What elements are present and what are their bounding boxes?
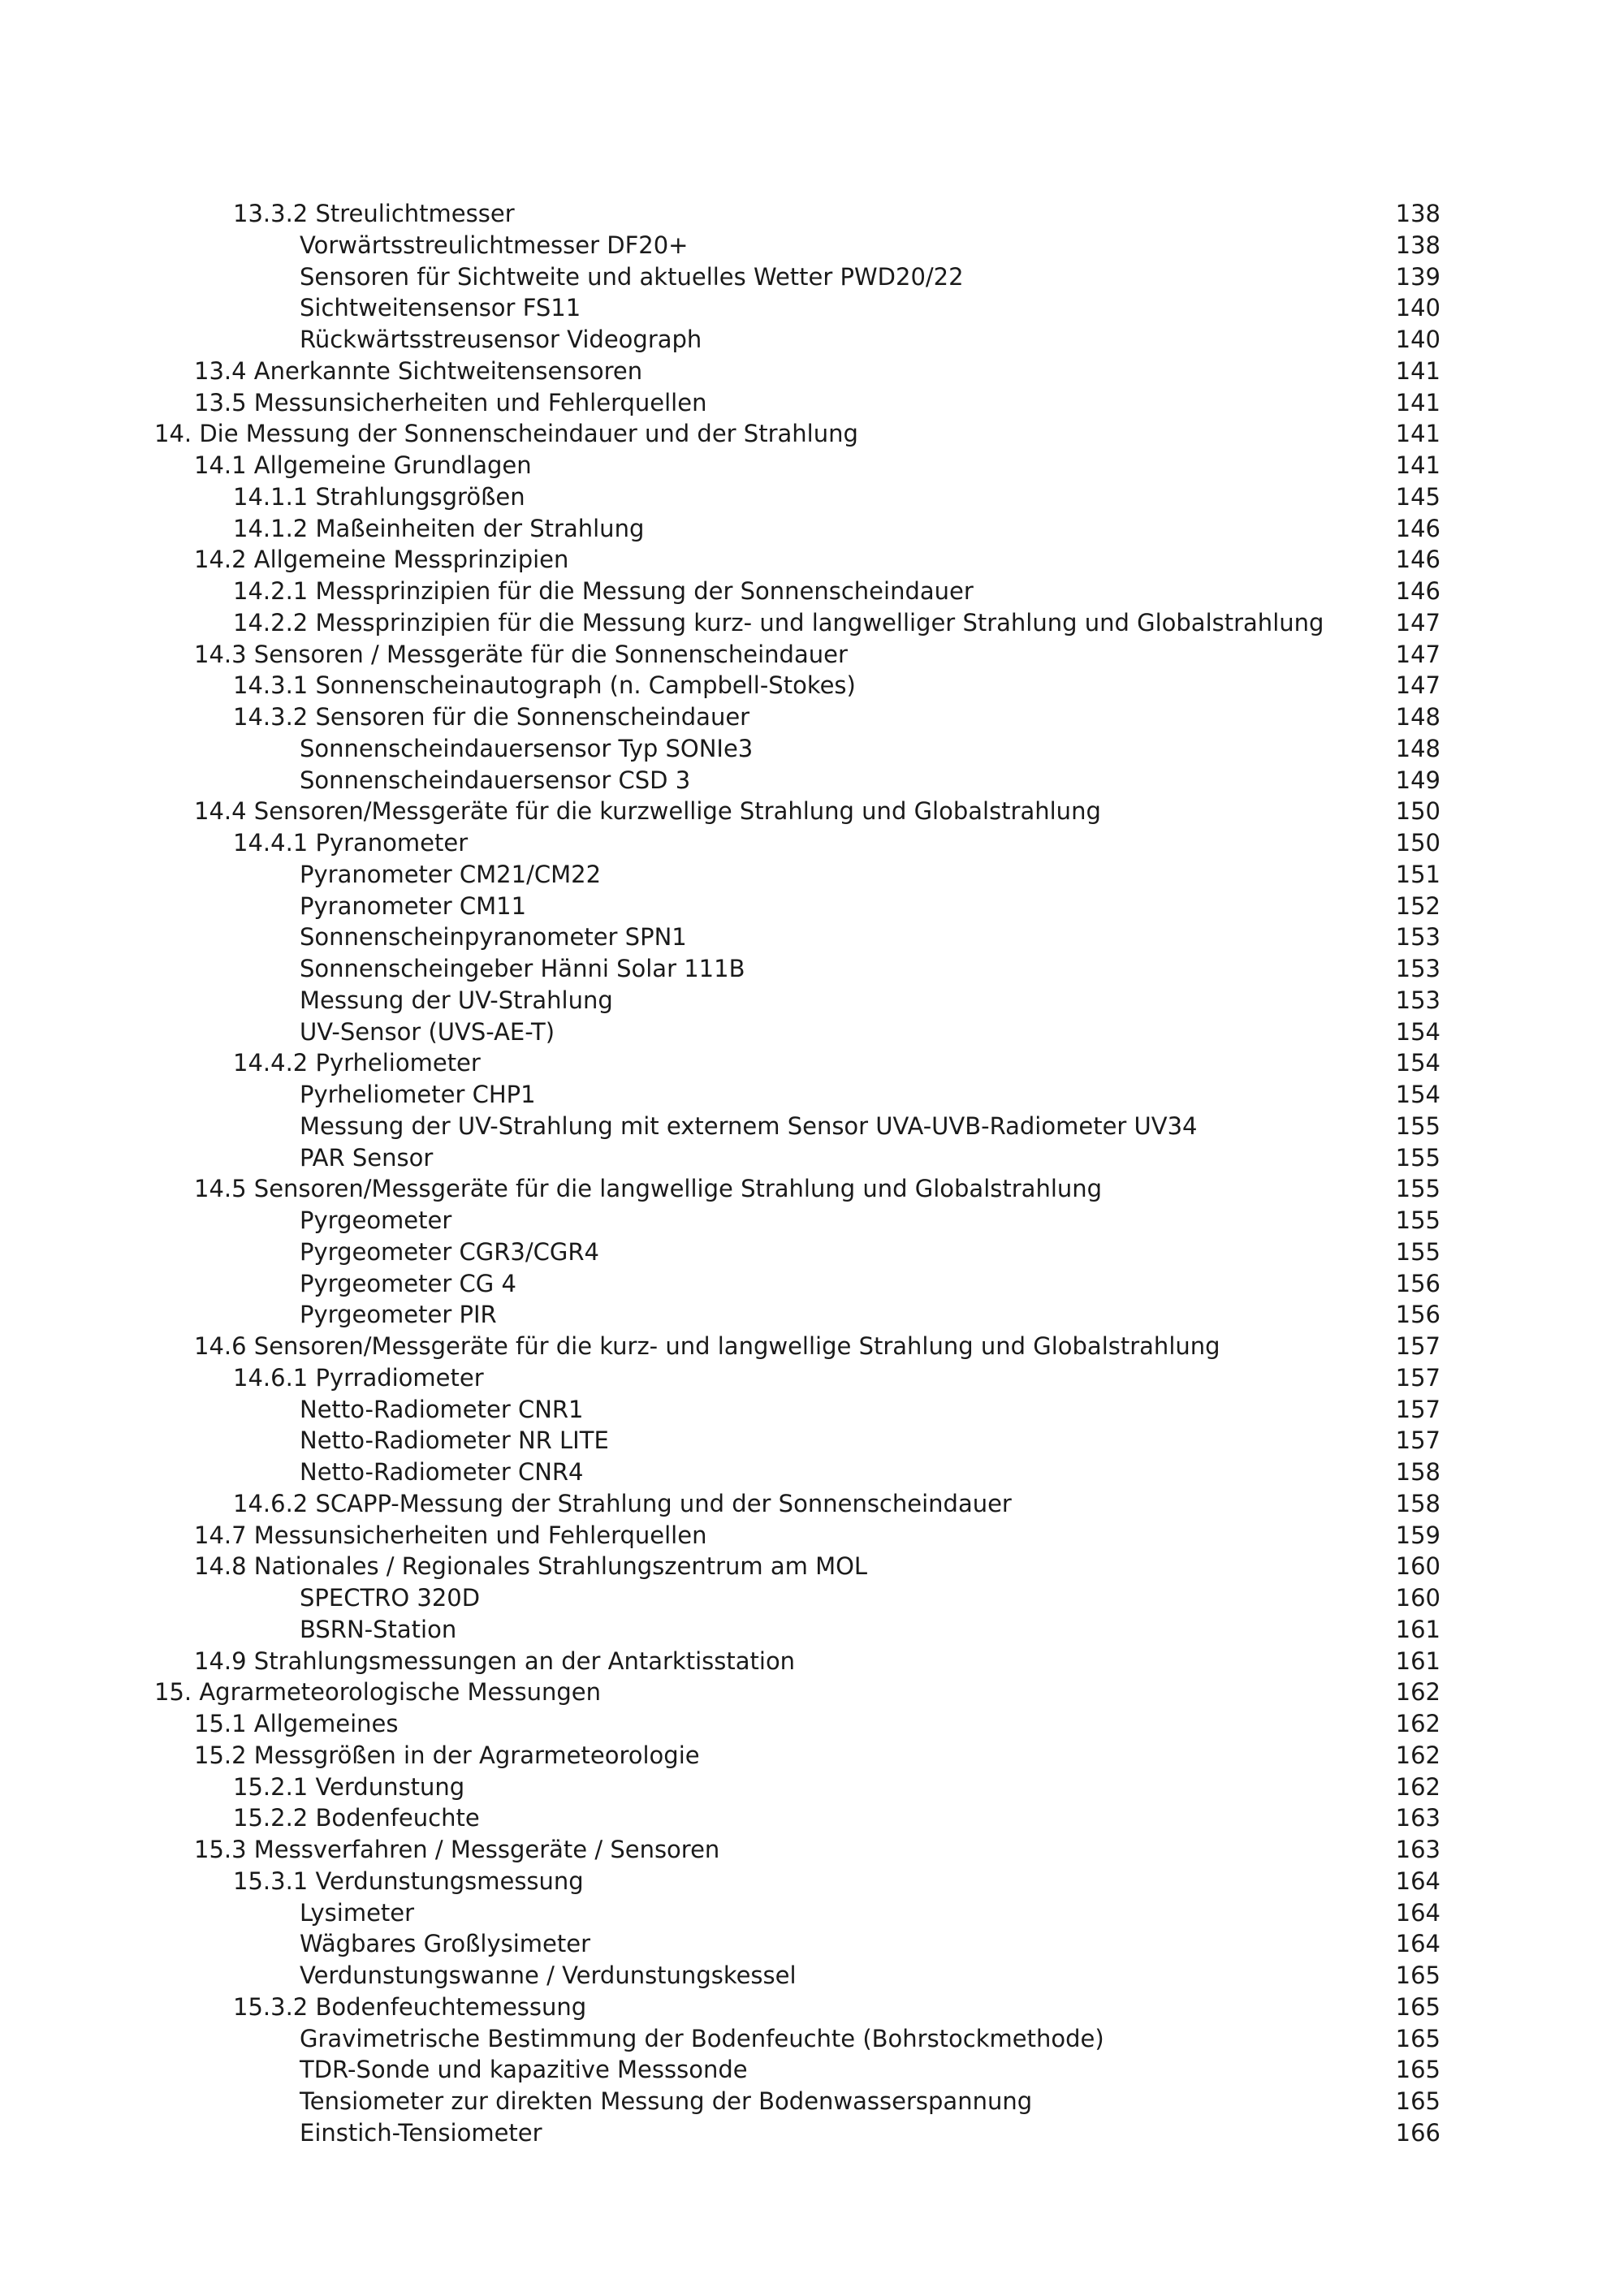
toc-entry [0,198,1624,230]
toc-entry-title: 15.2 Messgrößen in der Agrarmeteorologie [194,1741,700,1769]
toc-entry-title: UV-Sensor (UVS-AE-T) [300,1017,555,1046]
toc-page-number: 146 [1395,514,1440,542]
toc-page-number: 155 [1395,1237,1440,1266]
toc-page-number: 153 [1395,986,1440,1014]
toc-entry [0,670,1624,701]
toc-entry-title: Sonnenscheinpyranometer SPN1 [300,923,687,952]
toc-entry [0,2023,1624,2055]
toc-entry-title: Netto-Radiometer CNR1 [300,1395,584,1423]
toc-page-number: 161 [1395,1646,1440,1675]
toc-entry [0,859,1624,891]
toc-entry [0,1142,1624,1174]
toc-entry-title: 14. Die Messung der Sonnenscheindauer und der Strahlung [154,420,858,448]
toc-entry-title: 14.1.2 Maßeinheiten der Strahlung [233,514,645,542]
toc-entry-title: Pyranometer CM21/CM22 [300,860,602,888]
toc-entry [0,1520,1624,1552]
toc-entry-title: Sonnenscheindauersensor CSD 3 [300,766,691,794]
toc-page-number: 164 [1395,1930,1440,1958]
toc-entry [0,1992,1624,2023]
toc-entry-title: 13.4 Anerkannte Sichtweitensensoren [194,356,643,385]
toc-entry [0,1488,1624,1520]
toc-entry-title: 13.5 Messunsicherheiten und Fehlerquellen [194,388,707,416]
toc-entry-title: Pyranometer CM11 [300,891,527,920]
toc-page-number: 160 [1395,1584,1440,1612]
toc-entry [0,356,1624,387]
toc-page-number: 165 [1395,2087,1440,2115]
table-of-contents [0,198,1624,2149]
toc-entry [0,261,1624,293]
toc-entry-title: 14.3.2 Sensoren für die Sonnenscheindauer [233,703,750,731]
toc-entry [0,2086,1624,2117]
toc-entry [0,701,1624,733]
toc-entry [0,292,1624,324]
toc-page-number: 152 [1395,891,1440,920]
toc-page-number: 138 [1395,231,1440,259]
toc-page-number: 146 [1395,577,1440,605]
toc-entry [0,921,1624,953]
toc-entry-title: Messung der UV-Strahlung [300,986,613,1014]
toc-page-number: 165 [1395,2056,1440,2084]
toc-page-number: 147 [1395,640,1440,668]
toc-entry [0,891,1624,922]
toc-entry [0,418,1624,450]
toc-entry-title: 14.4.1 Pyranometer [233,829,469,857]
toc-page-number: 148 [1395,703,1440,731]
toc-entry-title: 14.6 Sensoren/Messgeräte für die kurz- und langwellige Strahlung und Globalstrahlung [194,1332,1220,1360]
toc-entry [0,1834,1624,1866]
toc-entry [0,1079,1624,1111]
toc-page-number: 150 [1395,797,1440,826]
toc-page-number: 162 [1395,1710,1440,1737]
toc-page-number: 147 [1395,671,1440,700]
toc-entry [0,1551,1624,1582]
toc-page-number: 157 [1395,1426,1440,1455]
toc-entry [0,450,1624,481]
toc-entry [0,1268,1624,1300]
toc-entry [0,387,1624,419]
toc-entry-title: 14.4 Sensoren/Messgeräte für die kurzwellige Strahlung und Globalstrahlung [194,797,1101,826]
toc-entry [0,1362,1624,1394]
toc-page-number: 162 [1395,1772,1440,1801]
toc-entry [0,576,1624,607]
toc-entry-title: 14.4.2 Pyrheliometer [233,1049,481,1077]
toc-entry-title: Pyrgeometer [300,1206,452,1234]
toc-entry-title: Sonnenscheindauersensor Typ SONIe3 [300,734,754,762]
toc-entry [0,324,1624,356]
toc-entry-title: Netto-Radiometer NR LITE [300,1426,609,1455]
toc-page-number: 153 [1395,923,1440,952]
toc-page-number: 163 [1395,1804,1440,1832]
toc-page-number: 141 [1395,420,1440,448]
toc-entry-title: Sonnenscheingeber Hänni Solar 111B [300,955,745,982]
toc-entry-title: SPECTRO 320D [300,1584,481,1612]
toc-entry [0,1960,1624,1992]
toc-entry-title: Einstich-Tensiometer [300,2118,542,2147]
toc-page-number: 157 [1395,1395,1440,1423]
toc-entry [0,1394,1624,1426]
toc-entry-title: Vorwärtsstreulichtmesser DF20+ [300,231,689,259]
toc-entry [0,1928,1624,1960]
toc-page-number: 147 [1395,608,1440,637]
toc-entry-title: 14.2.2 Messprinzipien für die Messung kurz- und langwelliger Strahlung und Globalstrahlung [233,608,1324,637]
toc-entry [0,1205,1624,1236]
toc-entry-title: BSRN-Station [300,1615,457,1643]
toc-entry-title: 14.3.1 Sonnenscheinautograph (n. Campbell-Stokes) [233,671,856,700]
toc-page-number: 150 [1395,829,1440,857]
toc-page-number: 155 [1395,1206,1440,1234]
toc-page-number: 154 [1395,1017,1440,1046]
toc-entry [0,1299,1624,1331]
toc-entry-title: Pyrgeometer CGR3/CGR4 [300,1237,599,1266]
toc-entry [0,481,1624,513]
toc-entry-title: 14.3 Sensoren / Messgeräte für die Sonnenscheindauer [194,640,848,668]
toc-page-number: 165 [1395,1992,1440,2021]
toc-page-number: 148 [1395,734,1440,762]
toc-page-number: 156 [1395,1269,1440,1297]
toc-entry-title: Tensiometer zur direkten Messung der Bodenwasserspannung [300,2087,1033,2115]
toc-page-number: 140 [1395,294,1440,322]
toc-entry [0,1457,1624,1488]
toc-page-number: 155 [1395,1143,1440,1172]
toc-entry [0,1866,1624,1897]
toc-entry-title: Lysimeter [300,1898,415,1927]
toc-entry [0,639,1624,671]
toc-entry-title: 14.2 Allgemeine Messprinzipien [194,546,569,574]
toc-page-number: 165 [1395,1962,1440,1989]
toc-page-number: 163 [1395,1836,1440,1863]
toc-page-number: 146 [1395,546,1440,574]
toc-entry-title: 14.1 Allgemeine Grundlagen [194,451,532,479]
toc-page-number: 151 [1395,860,1440,888]
toc-entry-title: Wägbares Großlysimeter [300,1930,591,1958]
toc-entry-title: TDR-Sonde und kapazitive Messsonde [300,2056,748,2084]
toc-page-number: 141 [1395,356,1440,385]
toc-entry-title: Sichtweitensensor FS11 [300,294,581,322]
toc-page-number: 153 [1395,955,1440,982]
toc-entry [0,1425,1624,1457]
toc-entry [0,796,1624,827]
toc-entry [0,953,1624,985]
toc-entry [0,827,1624,859]
toc-page-number: 159 [1395,1521,1440,1549]
toc-entry-title: 14.9 Strahlungsmessungen an der Antarktisstation [194,1646,796,1675]
toc-page-number: 160 [1395,1552,1440,1581]
toc-entry [0,1740,1624,1772]
toc-entry-title: Sensoren für Sichtweite und aktuelles Wetter PWD20/22 [300,262,964,291]
toc-entry [0,1582,1624,1614]
toc-entry-title: 14.8 Nationales / Regionales Strahlungszentrum am MOL [194,1552,868,1581]
toc-page-number: 145 [1395,482,1440,511]
toc-entry-title: Messung der UV-Strahlung mit externem Sensor UVA-UVB-Radiometer UV34 [300,1111,1198,1140]
toc-page-number: 157 [1395,1363,1440,1392]
toc-entry [0,1646,1624,1677]
toc-entry [0,1331,1624,1362]
toc-entry-title: 14.6.1 Pyrradiometer [233,1363,484,1392]
toc-page-number: 140 [1395,326,1440,353]
toc-page-number: 164 [1395,1898,1440,1927]
toc-page-number: 141 [1395,388,1440,416]
toc-page-number: 164 [1395,1867,1440,1895]
toc-entry [0,733,1624,765]
toc-entry-title: Verdunstungswanne / Verdunstungskessel [300,1962,797,1989]
toc-entry [0,1236,1624,1268]
toc-entry [0,544,1624,576]
toc-entry-title: 15. Agrarmeteorologische Messungen [154,1678,601,1707]
toc-entry [0,2054,1624,2086]
toc-entry-title: Pyrgeometer CG 4 [300,1269,516,1297]
toc-page-number: 139 [1395,262,1440,291]
toc-entry [0,230,1624,261]
toc-entry-title: 15.3 Messverfahren / Messgeräte / Sensoren [194,1836,720,1863]
toc-entry-title: Gravimetrische Bestimmung der Bodenfeuchte (Bohrstockmethode) [300,2024,1104,2052]
toc-page-number: 158 [1395,1458,1440,1486]
toc-page-number: 162 [1395,1678,1440,1707]
toc-page-number: 154 [1395,1081,1440,1108]
toc-entry-title: 15.1 Allgemeines [194,1710,399,1737]
toc-page-number: 154 [1395,1049,1440,1077]
toc-page-number: 149 [1395,766,1440,794]
toc-entry-title: Pyrgeometer PIR [300,1301,497,1329]
toc-page-number: 161 [1395,1615,1440,1643]
toc-entry-title: 15.2.2 Bodenfeuchte [233,1804,480,1832]
toc-entry-title: 15.3.1 Verdunstungsmessung [233,1867,584,1895]
toc-entry-title: 14.6.2 SCAPP-Messung der Strahlung und der Sonnenscheindauer [233,1489,1012,1517]
toc-entry [0,1111,1624,1142]
toc-entry-title: Rückwärtsstreusensor Videograph [300,326,702,353]
toc-entry [0,2117,1624,2149]
toc-entry-title: 14.2.1 Messprinzipien für die Messung der Sonnenscheindauer [233,577,974,605]
toc-page-number: 165 [1395,2024,1440,2052]
toc-entry-title: 14.1.1 Strahlungsgrößen [233,482,525,511]
toc-entry-title: Netto-Radiometer CNR4 [300,1458,584,1486]
toc-page-number: 157 [1395,1332,1440,1360]
toc-page-number: 138 [1395,200,1440,227]
toc-page-number: 166 [1395,2118,1440,2147]
toc-entry [0,1677,1624,1708]
toc-page-number: 141 [1395,451,1440,479]
toc-entry [0,1016,1624,1048]
toc-entry-title: Pyrheliometer CHP1 [300,1081,536,1108]
toc-entry [0,1708,1624,1740]
toc-entry [0,1897,1624,1929]
toc-page-number: 155 [1395,1111,1440,1140]
toc-page-number: 156 [1395,1301,1440,1329]
toc-entry-title: PAR Sensor [300,1143,434,1172]
toc-entry [0,765,1624,796]
toc-entry [0,513,1624,545]
toc-entry [0,1614,1624,1646]
toc-entry [0,1802,1624,1834]
toc-entry-title: 13.3.2 Streulichtmesser [233,200,515,227]
toc-entry-title: 15.3.2 Bodenfeuchtemessung [233,1992,587,2021]
toc-page-number: 158 [1395,1489,1440,1517]
toc-page-number: 162 [1395,1741,1440,1769]
toc-entry [0,985,1624,1016]
toc-entry [0,1772,1624,1803]
toc-entry-title: 15.2.1 Verdunstung [233,1772,465,1801]
toc-entry [0,1047,1624,1079]
toc-entry [0,1173,1624,1205]
toc-entry [0,607,1624,639]
toc-page-number: 155 [1395,1175,1440,1203]
toc-entry-title: 14.7 Messunsicherheiten und Fehlerquellen [194,1521,707,1549]
toc-entry-title: 14.5 Sensoren/Messgeräte für die langwellige Strahlung und Globalstrahlung [194,1175,1103,1203]
